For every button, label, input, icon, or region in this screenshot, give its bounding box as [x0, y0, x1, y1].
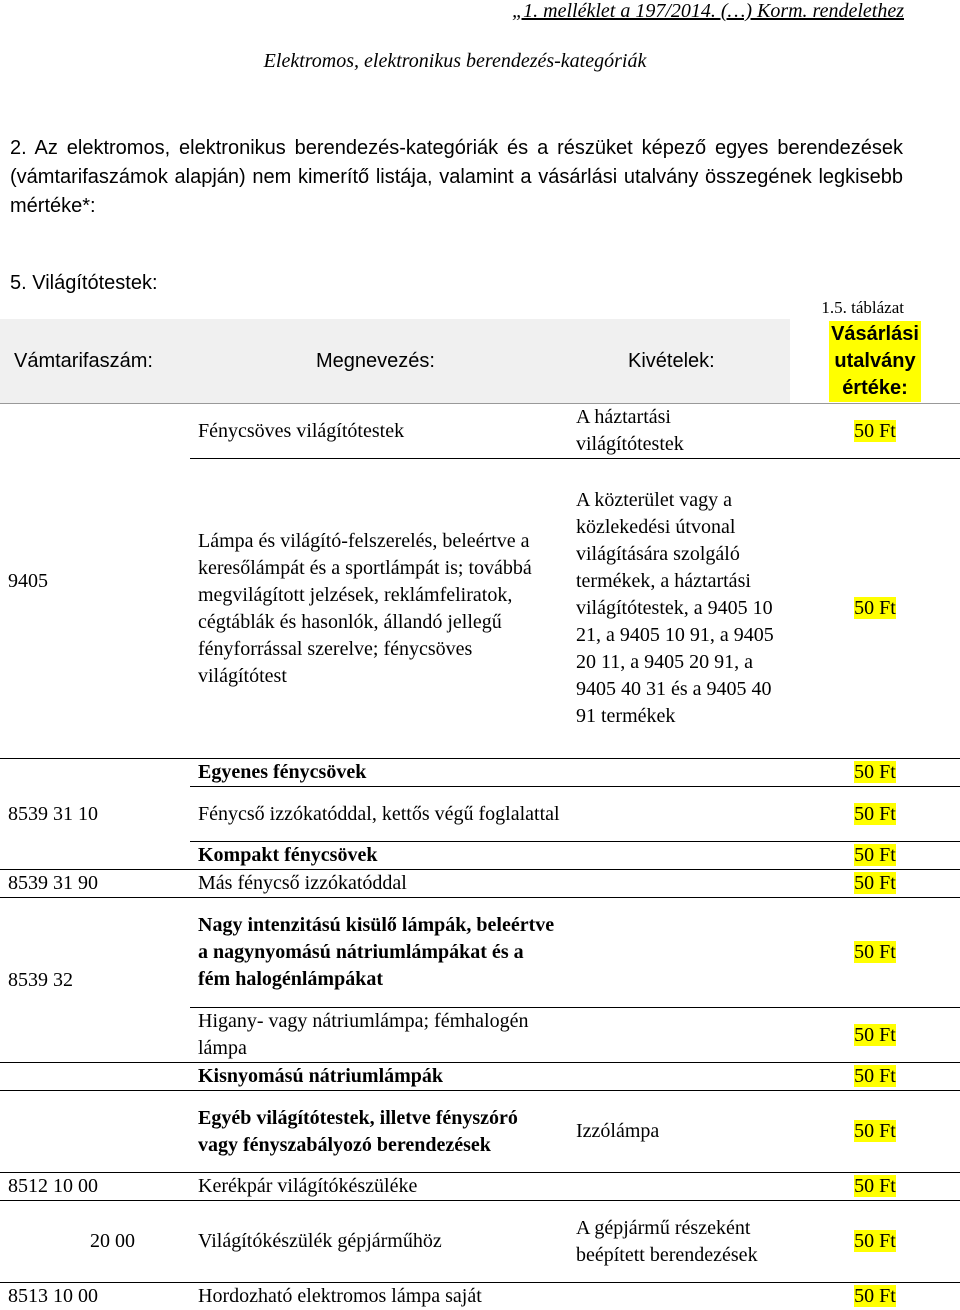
- cell-name: Egyéb világítótestek, illetve fényszóró vagy fényszabályozó berendezések: [190, 1091, 568, 1173]
- cell-exceptions: A gépjármű részeként beépített berendezések: [568, 1201, 790, 1283]
- cell-exceptions: Izzólámpa: [568, 1091, 790, 1173]
- category-table: [0, 319, 960, 1310]
- table-row: [0, 1173, 960, 1201]
- intro-paragraph: 2. Az elektromos, elektronikus berendezés-kategóriák és a részüket képező egyes berendezések (vámtarifaszámok alapján) nem kimerítő listája, valamint a vásárlási utalvány összegének legkisebb mértéke*:: [10, 134, 903, 221]
- header-code: Vámtarifaszám:: [0, 319, 190, 404]
- cell-value: 50 Ft: [854, 1120, 896, 1142]
- cell-name: Kerékpár világítókészüléke: [190, 1173, 568, 1201]
- table-row: [0, 1091, 960, 1173]
- table-row: [0, 759, 960, 787]
- cell-name: Fénycső izzókatóddal, kettős végű foglalattal: [190, 787, 568, 842]
- cell-exceptions: [568, 1063, 790, 1091]
- cell-name: Más fénycső izzókatóddal: [190, 870, 568, 898]
- cell-name: Hordozható elektromos lámpa saját: [190, 1283, 568, 1310]
- cell-exceptions: [568, 870, 790, 898]
- cell-exceptions: [568, 759, 790, 787]
- cell-exceptions: [568, 842, 790, 870]
- cell-value: 50 Ft: [854, 420, 896, 442]
- table-row: [0, 1283, 960, 1310]
- cell-value: 50 Ft: [854, 761, 896, 783]
- annex-reference: „1. melléklet a 197/2014. (…) Korm. rendelethez: [512, 0, 904, 23]
- cell-value: 50 Ft: [854, 597, 896, 619]
- header-value: Vásárlási utalvány értéke:: [829, 321, 921, 402]
- cell-code: 8512 10 00: [0, 1173, 190, 1201]
- cell-value: 50 Ft: [854, 1065, 896, 1087]
- cell-code: 8539 32: [0, 898, 190, 1063]
- cell-name: Nagy intenzitású kisülő lámpák, beleértve a nagynyomású nátriumlámpákat és a fém halogénlámpákat: [190, 898, 568, 1008]
- cell-code: 8539 31 90: [0, 870, 190, 898]
- table-header-row: [0, 319, 960, 404]
- cell-exceptions: [568, 898, 790, 1008]
- cell-code: 9405: [0, 404, 190, 759]
- table-row: [0, 1201, 960, 1283]
- cell-name: Világítókészülék gépjárműhöz: [190, 1201, 568, 1283]
- cell-code: 8539 31 10: [0, 759, 190, 870]
- cell-exceptions: A háztartási világítótestek: [568, 404, 790, 459]
- table-reference: 1.5. táblázat: [821, 298, 904, 318]
- cell-value: 50 Ft: [854, 872, 896, 894]
- cell-exceptions: [568, 1008, 790, 1063]
- header-name: Megnevezés:: [190, 319, 568, 404]
- cell-name: Kisnyomású nátriumlámpák: [190, 1063, 568, 1091]
- cell-value: 50 Ft: [854, 844, 896, 866]
- cell-value: 50 Ft: [854, 1230, 896, 1252]
- cell-name: Kompakt fénycsövek: [190, 842, 568, 870]
- section-title: 5. Világítótestek:: [10, 272, 158, 295]
- cell-value: 50 Ft: [854, 1285, 896, 1307]
- cell-value: 50 Ft: [854, 1024, 896, 1046]
- table-row: [0, 404, 960, 459]
- cell-code: 20 00: [0, 1201, 190, 1283]
- document-subtitle: Elektromos, elektronikus berendezés-kategóriák: [0, 50, 910, 73]
- cell-exceptions: A közterület vagy a közlekedési útvonal világítására szolgáló termékek, a háztartási világítótestek, a 9405 10 21, a 9405 10 91, a 9405 20 11, a 9405 20 91, a 9405 40 31 és a 9405 40 91 termékek: [568, 459, 790, 759]
- table-row: [0, 898, 960, 1008]
- cell-code: [0, 1091, 190, 1173]
- cell-value: 50 Ft: [854, 1175, 896, 1197]
- cell-value: 50 Ft: [854, 941, 896, 963]
- header-exceptions: Kivételek:: [568, 319, 790, 404]
- cell-code: 8513 10 00: [0, 1283, 190, 1310]
- cell-name: Egyenes fénycsövek: [190, 759, 568, 787]
- table-row: [0, 1063, 960, 1091]
- cell-name: Lámpa és világító-felszerelés, beleértve a keresőlámpát és a sportlámpát is; továbbá megvilágított jelzések, reklámfeliratok, cégtáblák és hasonlók, állandó jellegű fényforrással szerelve; fénycsöves világítótest: [190, 459, 568, 759]
- cell-exceptions: [568, 1283, 790, 1310]
- cell-name: Fénycsöves világítótestek: [190, 404, 568, 459]
- cell-exceptions: [568, 787, 790, 842]
- cell-exceptions: [568, 1173, 790, 1201]
- cell-value: 50 Ft: [854, 803, 896, 825]
- cell-code: [0, 1063, 190, 1091]
- cell-name: Higany- vagy nátriumlámpa; fémhalogén lámpa: [190, 1008, 568, 1063]
- table-row: [0, 870, 960, 898]
